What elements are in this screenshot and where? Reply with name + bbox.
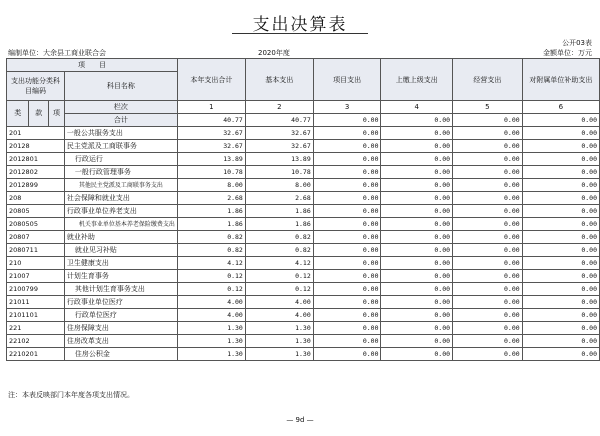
- amount-cell: 0.00: [381, 153, 453, 166]
- col-number: 3: [313, 101, 381, 114]
- table-row: [7, 231, 600, 244]
- table-row: [7, 335, 600, 348]
- amount-cell: 1.30: [245, 335, 313, 348]
- amount-cell: 0.00: [381, 270, 453, 283]
- amount-cell: 0.00: [381, 322, 453, 335]
- amount-cell: 4.00: [177, 309, 245, 322]
- amount-cell: 0.00: [522, 218, 599, 231]
- amount-cell: 0.00: [522, 309, 599, 322]
- amount-cell: 8.00: [177, 179, 245, 192]
- item-name: 行政事业单位医疗: [64, 296, 177, 309]
- amount-cell: 0.00: [453, 257, 523, 270]
- amount-cell: 0.00: [453, 270, 523, 283]
- item-name: 社会保障和就业支出: [64, 192, 177, 205]
- amount-cell: 0.00: [453, 335, 523, 348]
- footnote: 注：本表反映部门本年度各项支出情况。: [8, 391, 134, 399]
- amount-cell: 0.00: [522, 179, 599, 192]
- amount-cell: 0.00: [522, 153, 599, 166]
- amount-cell: 0.00: [453, 140, 523, 153]
- amount-cell: 1.86: [245, 218, 313, 231]
- amount-cell: 0.00: [381, 166, 453, 179]
- compiling-unit: 编制单位：大余县工商业联合会: [8, 49, 106, 57]
- amount-cell: 0.12: [245, 283, 313, 296]
- function-code: 2101101: [7, 309, 65, 322]
- table-row: [7, 166, 600, 179]
- amount-cell: 0.12: [245, 270, 313, 283]
- amount-cell: 1.86: [245, 205, 313, 218]
- amount-cell: 0.00: [522, 244, 599, 257]
- function-code: 2100799: [7, 283, 65, 296]
- amount-cell: 0.00: [381, 309, 453, 322]
- amount-cell: 0.00: [381, 192, 453, 205]
- amount-cell: 0.00: [381, 218, 453, 231]
- amount-cell: 0.00: [453, 309, 523, 322]
- amount-cell: 0.00: [313, 231, 381, 244]
- function-code: 221: [7, 322, 65, 335]
- item-name-header: 科目名称: [64, 72, 177, 101]
- amount-cell: 32.67: [245, 127, 313, 140]
- table-row: [7, 270, 600, 283]
- amount-cell: 13.89: [245, 153, 313, 166]
- amount-cell: 0.00: [313, 166, 381, 179]
- amount-cell: 0.00: [313, 309, 381, 322]
- amount-cell: 0.82: [245, 244, 313, 257]
- function-code: 201: [7, 127, 65, 140]
- amount-cell: 0.00: [313, 205, 381, 218]
- page-number: — 9d —: [286, 416, 314, 424]
- amount-cell: 0.00: [522, 257, 599, 270]
- function-code: 20807: [7, 231, 65, 244]
- col-header-subsidy: 对附属单位补助支出: [522, 59, 599, 101]
- amount-cell: 0.00: [453, 296, 523, 309]
- item-name: 其他民主党派及工商联事务支出: [64, 179, 177, 192]
- amount-cell: 0.12: [177, 283, 245, 296]
- table-row: [7, 244, 600, 257]
- col-number: 1: [177, 101, 245, 114]
- amount-cell: 10.78: [177, 166, 245, 179]
- amount-cell: 0.00: [313, 322, 381, 335]
- amount-cell: 0.00: [453, 348, 523, 361]
- amount-cell: 0.82: [245, 231, 313, 244]
- total-cell: 40.77: [245, 114, 313, 127]
- table-row: [7, 322, 600, 335]
- fiscal-year: 2020年度: [258, 49, 290, 57]
- col-number: 4: [381, 101, 453, 114]
- amount-cell: 0.00: [453, 244, 523, 257]
- amount-cell: 0.00: [313, 153, 381, 166]
- amount-cell: 0.00: [453, 153, 523, 166]
- amount-cell: 0.00: [381, 296, 453, 309]
- amount-cell: 1.30: [177, 322, 245, 335]
- amount-cell: 0.00: [381, 348, 453, 361]
- amount-cell: 0.00: [522, 322, 599, 335]
- total-cell: 40.77: [177, 114, 245, 127]
- row-label-cell: 栏次: [64, 101, 177, 114]
- amount-cell: 0.00: [313, 140, 381, 153]
- amount-cell: 4.12: [245, 257, 313, 270]
- amount-cell: 4.12: [177, 257, 245, 270]
- amount-cell: 0.00: [313, 218, 381, 231]
- item-name: 卫生健康支出: [64, 257, 177, 270]
- amount-cell: 32.67: [245, 140, 313, 153]
- function-code: 2012899: [7, 179, 65, 192]
- amount-cell: 0.00: [453, 179, 523, 192]
- amount-cell: 2.68: [177, 192, 245, 205]
- amount-cell: 0.00: [522, 270, 599, 283]
- amount-cell: 0.00: [453, 322, 523, 335]
- amount-cell: 0.00: [381, 244, 453, 257]
- amount-cell: 0.00: [522, 283, 599, 296]
- amount-cell: 2.68: [245, 192, 313, 205]
- amount-cell: 0.00: [313, 127, 381, 140]
- item-name: 计划生育事务: [64, 270, 177, 283]
- amount-cell: 0.00: [381, 140, 453, 153]
- amount-cell: 0.00: [381, 335, 453, 348]
- amount-cell: 0.12: [177, 270, 245, 283]
- amount-cell: 0.00: [313, 283, 381, 296]
- total-cell: 0.00: [381, 114, 453, 127]
- amount-cell: 0.00: [313, 348, 381, 361]
- amount-cell: 1.30: [245, 322, 313, 335]
- function-code: 21007: [7, 270, 65, 283]
- sub-col-xiang: 项: [49, 101, 65, 127]
- table-row: [7, 205, 600, 218]
- function-code: 2012801: [7, 153, 65, 166]
- item-name: 就业见习补贴: [64, 244, 177, 257]
- amount-cell: 4.00: [245, 309, 313, 322]
- amount-cell: 0.00: [313, 179, 381, 192]
- sub-col-lei: 类: [7, 101, 29, 127]
- col-number: 2: [245, 101, 313, 114]
- total-label-cell: 合计: [64, 114, 177, 127]
- table-row: [7, 127, 600, 140]
- col-header-operating: 经营支出: [453, 59, 523, 101]
- amount-cell: 0.00: [313, 335, 381, 348]
- amount-cell: 0.00: [313, 296, 381, 309]
- table-row: [7, 153, 600, 166]
- amount-cell: 13.89: [177, 153, 245, 166]
- function-code: 210: [7, 257, 65, 270]
- table-row: [7, 257, 600, 270]
- table-row: [7, 348, 600, 361]
- amount-cell: 1.86: [177, 205, 245, 218]
- item-name: 一般公共服务支出: [64, 127, 177, 140]
- table-row: [7, 283, 600, 296]
- sub-col-kuan: 款: [29, 101, 49, 127]
- table-row: [7, 192, 600, 205]
- item-name: 住房公积金: [64, 348, 177, 361]
- amount-cell: 1.30: [177, 335, 245, 348]
- amount-cell: 32.67: [177, 140, 245, 153]
- amount-cell: 8.00: [245, 179, 313, 192]
- amount-cell: 0.00: [453, 231, 523, 244]
- amount-cell: 0.00: [453, 205, 523, 218]
- amount-cell: 0.00: [313, 192, 381, 205]
- table-row: [7, 309, 600, 322]
- amount-unit: 金额单位：万元: [543, 49, 592, 57]
- title-underline: [232, 33, 368, 34]
- amount-cell: 0.00: [381, 179, 453, 192]
- total-cell: 0.00: [313, 114, 381, 127]
- item-name: 行政单位医疗: [64, 309, 177, 322]
- item-name: 行政事业单位养老支出: [64, 205, 177, 218]
- item-name: 住房保障支出: [64, 322, 177, 335]
- amount-cell: 0.00: [381, 283, 453, 296]
- function-code: 20128: [7, 140, 65, 153]
- amount-cell: 0.82: [177, 231, 245, 244]
- amount-cell: 0.00: [522, 348, 599, 361]
- form-number: 公开03表: [562, 39, 592, 47]
- function-code: 2210201: [7, 348, 65, 361]
- function-code: 2080711: [7, 244, 65, 257]
- item-name: 民主党派及工商联事务: [64, 140, 177, 153]
- amount-cell: 0.00: [522, 192, 599, 205]
- amount-cell: 0.00: [522, 127, 599, 140]
- amount-cell: 0.00: [522, 335, 599, 348]
- amount-cell: 0.00: [522, 231, 599, 244]
- amount-cell: 0.00: [313, 270, 381, 283]
- amount-cell: 0.00: [313, 257, 381, 270]
- amount-cell: 4.00: [177, 296, 245, 309]
- col-header-project: 项目支出: [313, 59, 381, 101]
- amount-cell: 0.82: [177, 244, 245, 257]
- func-code-header: 支出功能分类科目编码: [7, 72, 65, 101]
- amount-cell: 1.30: [245, 348, 313, 361]
- table-row: [7, 140, 600, 153]
- function-code: 2012802: [7, 166, 65, 179]
- total-cell: 0.00: [453, 114, 523, 127]
- amount-cell: 0.00: [381, 127, 453, 140]
- amount-cell: 0.00: [522, 296, 599, 309]
- item-group-header: 项 目: [7, 59, 178, 72]
- amount-cell: 32.67: [177, 127, 245, 140]
- amount-cell: 0.00: [522, 205, 599, 218]
- amount-cell: 0.00: [522, 166, 599, 179]
- function-code: 20805: [7, 205, 65, 218]
- function-code: 21011: [7, 296, 65, 309]
- amount-cell: 0.00: [313, 244, 381, 257]
- table-row: [7, 218, 600, 231]
- item-name: 住房改革支出: [64, 335, 177, 348]
- table-row: [7, 179, 600, 192]
- function-code: 22102: [7, 335, 65, 348]
- table-row: [7, 296, 600, 309]
- col-header-basic: 基本支出: [245, 59, 313, 101]
- amount-cell: 1.86: [177, 218, 245, 231]
- amount-cell: 0.00: [453, 283, 523, 296]
- amount-cell: 0.00: [522, 140, 599, 153]
- amount-cell: 0.00: [453, 127, 523, 140]
- page-title: 支出决算表: [252, 15, 348, 35]
- item-name: 就业补助: [64, 231, 177, 244]
- item-name: 一般行政管理事务: [64, 166, 177, 179]
- col-number: 6: [522, 101, 599, 114]
- function-code: 2080505: [7, 218, 65, 231]
- amount-cell: 0.00: [381, 231, 453, 244]
- total-cell: 0.00: [522, 114, 599, 127]
- amount-cell: 10.78: [245, 166, 313, 179]
- col-header-total: 本年支出合计: [177, 59, 245, 101]
- col-number: 5: [453, 101, 523, 114]
- col-header-remit: 上缴上级支出: [381, 59, 453, 101]
- item-name: 机关事业单位基本养老保险缴费支出: [64, 218, 177, 231]
- amount-cell: 0.00: [453, 192, 523, 205]
- expenditure-table: [6, 58, 600, 361]
- amount-cell: 0.00: [453, 218, 523, 231]
- amount-cell: 0.00: [381, 205, 453, 218]
- amount-cell: 0.00: [453, 166, 523, 179]
- amount-cell: 0.00: [381, 257, 453, 270]
- amount-cell: 4.00: [245, 296, 313, 309]
- item-name: 其他计划生育事务支出: [64, 283, 177, 296]
- item-name: 行政运行: [64, 153, 177, 166]
- function-code: 208: [7, 192, 65, 205]
- amount-cell: 1.30: [177, 348, 245, 361]
